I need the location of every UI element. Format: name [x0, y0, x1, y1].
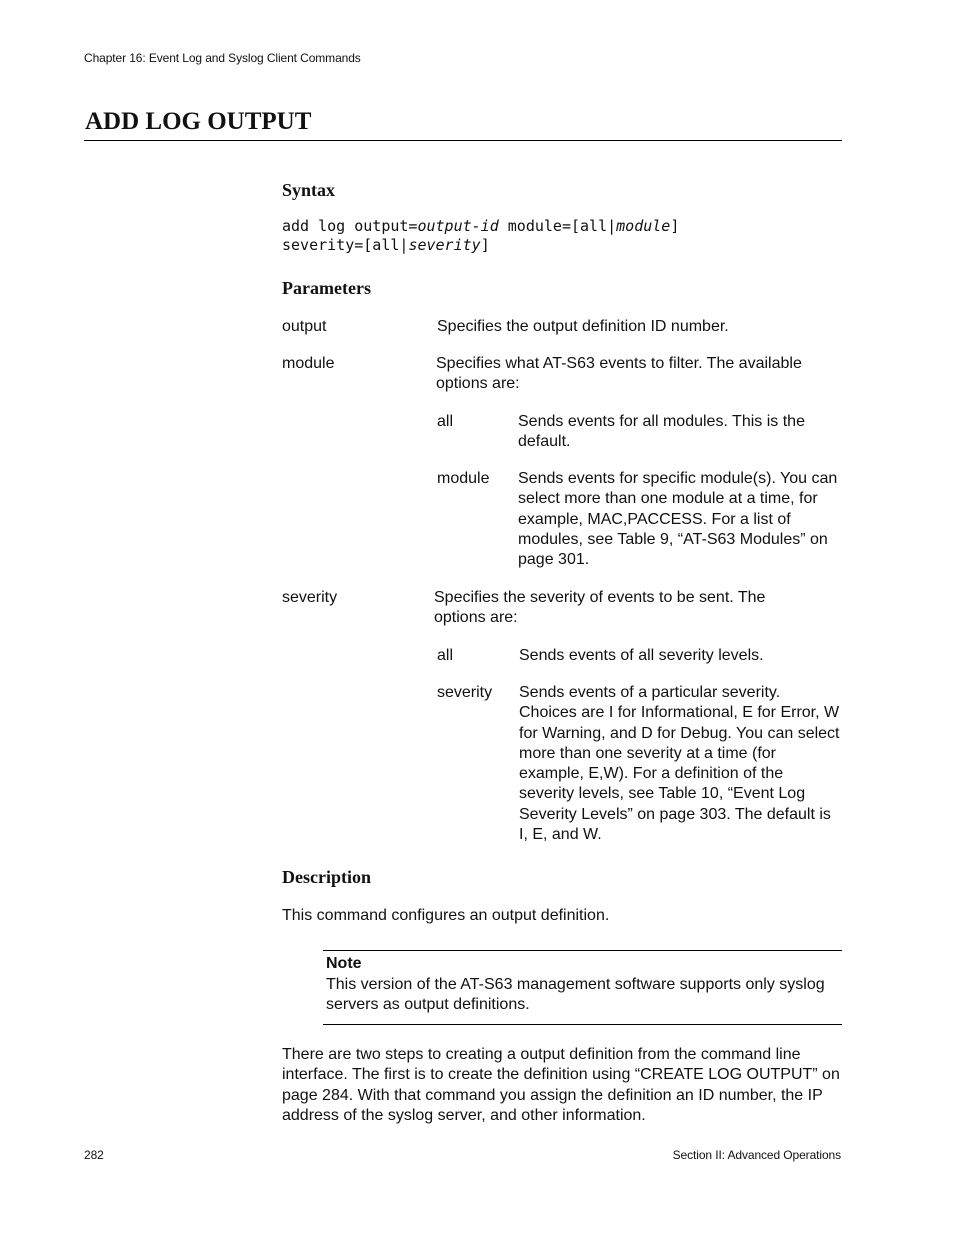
module-option-desc-module: Sends events for specific module(s). You can select more than one module at a time, for example, MAC,PACCESS. For a list of modules, see Table 9, “AT-S63 Modules” on page 301. — [518, 470, 838, 569]
module-option-name-all: all — [437, 413, 454, 430]
param-desc-output: Specifies the output definition ID number. — [437, 318, 729, 335]
parameters-heading: Parameters — [282, 278, 371, 298]
description-text: This command configures an output definition. — [282, 907, 610, 924]
module-option-desc-all: Sends events for all modules. This is the default. — [518, 413, 805, 451]
syntax-keyword: add log output= — [282, 217, 418, 235]
syntax-keyword: severity=[all| — [282, 236, 409, 254]
description-paragraph: There are two steps to creating a output definition from the command line interface. The first is to create the definition using “CREATE LOG OUTPUT” on page 284. With that command you assign the definition an ID number, the IP address of the syslog server, and other information. — [282, 1046, 840, 1124]
param-name-module: module — [282, 355, 335, 372]
syntax-line-2 — [282, 236, 490, 255]
param-name-severity: severity — [282, 589, 338, 606]
param-desc-module: Specifies what AT-S63 events to filter. The available options are: — [436, 355, 802, 393]
syntax-arg: module — [616, 217, 671, 235]
syntax-keyword: ] — [480, 236, 490, 254]
syntax-arg: output-id — [417, 217, 499, 235]
page-title: ADD LOG OUTPUT — [85, 108, 312, 135]
syntax-line-1 — [282, 217, 679, 236]
severity-option-name-all: all — [437, 647, 454, 664]
syntax-keyword: module=[all| — [498, 217, 617, 235]
param-name-output: output — [282, 318, 327, 335]
footer-page-number: 282 — [84, 1148, 104, 1162]
syntax-heading: Syntax — [282, 180, 336, 200]
syntax-arg: severity — [408, 236, 481, 254]
note-label: Note — [326, 955, 362, 972]
footer-section: Section II: Advanced Operations — [672, 1148, 841, 1162]
module-option-name-module: module — [437, 470, 490, 487]
title-rule — [84, 140, 842, 141]
severity-option-desc-severity: Sends events of a particular severity. Choices are I for Informational, E for Error, W for Warning, and D for Debug. You can select more than one severity at a time (for example, E,W). For a definition of the severity levels, see Table 10, “Event Log Severity Levels” on page 303. The default is I, E, and W. — [519, 684, 840, 844]
description-heading: Description — [282, 867, 371, 887]
note-box — [323, 950, 842, 1025]
severity-option-desc-all: Sends events of all severity levels. — [519, 647, 764, 664]
running-head: Chapter 16: Event Log and Syslog Client Commands — [84, 51, 361, 65]
severity-option-name-severity: severity — [437, 684, 493, 701]
note-text: This version of the AT-S63 management software supports only syslog servers as output definitions. — [326, 976, 825, 1014]
syntax-keyword: ] — [670, 217, 680, 235]
param-desc-severity: Specifies the severity of events to be sent. The options are: — [434, 589, 766, 627]
